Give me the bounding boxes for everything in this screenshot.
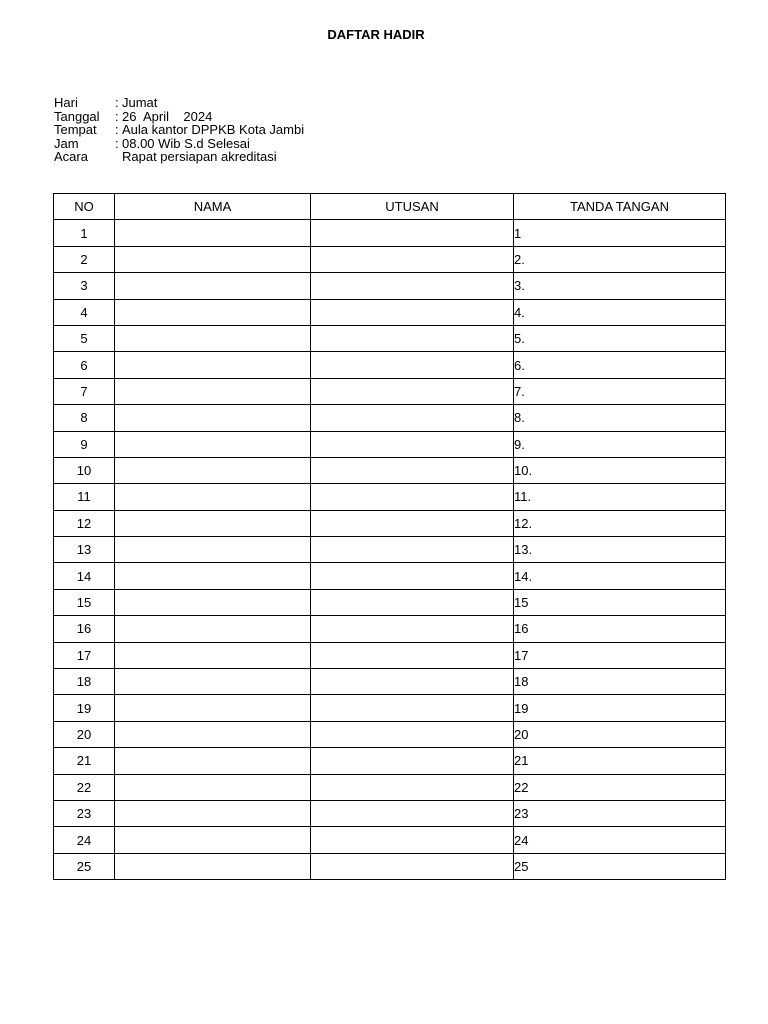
cell-nama[interactable] [115,669,311,695]
table-row [54,642,726,668]
cell-nama[interactable] [115,220,311,246]
table-row [54,563,726,589]
cell-nama[interactable] [115,431,311,457]
table-row [54,299,726,325]
table-row [54,246,726,272]
cell-nama[interactable] [115,299,311,325]
cell-utusan[interactable] [311,352,514,378]
info-separator: : [115,135,119,151]
cell-tanda-tangan[interactable]: 23 [514,800,726,826]
table-row [54,853,726,879]
cell-tanda-tangan[interactable]: 22 [514,774,726,800]
info-separator: : [115,122,119,138]
cell-nama[interactable] [115,695,311,721]
cell-no: 22 [54,774,115,800]
cell-nama[interactable] [115,537,311,563]
cell-no: 6 [54,352,115,378]
cell-tanda-tangan[interactable]: 12. [514,510,726,536]
info-row-hari [54,96,304,110]
cell-utusan[interactable] [311,510,514,536]
cell-utusan[interactable] [311,537,514,563]
info-row-acara [54,150,304,164]
cell-tanda-tangan[interactable]: 20 [514,721,726,747]
cell-utusan[interactable] [311,616,514,642]
info-label: Acara [54,149,88,165]
table-row [54,669,726,695]
cell-tanda-tangan[interactable]: 24 [514,827,726,853]
cell-utusan[interactable] [311,563,514,589]
cell-utusan[interactable] [311,853,514,879]
cell-no: 2 [54,246,115,272]
table-row [54,431,726,457]
info-label: Hari [54,95,78,110]
cell-no: 11 [54,484,115,510]
info-value: 26 April 2024 [122,108,213,124]
info-value: Rapat persiapan akreditasi [122,149,277,165]
cell-tanda-tangan[interactable]: 25 [514,853,726,879]
cell-tanda-tangan[interactable]: 7. [514,378,726,404]
table-row [54,616,726,642]
table-row [54,273,726,299]
table-row [54,748,726,774]
cell-utusan[interactable] [311,774,514,800]
table-row [54,352,726,378]
cell-utusan[interactable] [311,800,514,826]
cell-utusan[interactable] [311,325,514,351]
cell-tanda-tangan[interactable]: 19 [514,695,726,721]
table-row [54,774,726,800]
cell-tanda-tangan[interactable]: 10. [514,457,726,483]
cell-nama[interactable] [115,642,311,668]
info-value: Aula kantor DPPKB Kota Jambi [122,122,305,138]
info-value: Jumat [122,95,158,110]
header-nama: NAMA [115,194,311,220]
info-separator [115,150,122,164]
cell-utusan[interactable] [311,748,514,774]
cell-tanda-tangan[interactable]: 1 [514,220,726,246]
cell-utusan[interactable] [311,457,514,483]
info-separator: : [115,95,119,110]
cell-nama[interactable] [115,510,311,536]
info-label: Tanggal [54,108,100,124]
cell-utusan[interactable] [311,431,514,457]
header-utusan: UTUSAN [311,194,514,220]
cell-nama[interactable] [115,273,311,299]
cell-nama[interactable] [115,484,311,510]
table-row [54,484,726,510]
cell-no: 12 [54,510,115,536]
cell-nama[interactable] [115,827,311,853]
cell-no: 5 [54,325,115,351]
info-row-jam [54,137,304,151]
cell-no: 19 [54,695,115,721]
cell-tanda-tangan[interactable]: 15 [514,589,726,615]
cell-utusan[interactable] [311,589,514,615]
meeting-info [54,96,304,164]
cell-tanda-tangan[interactable]: 17 [514,642,726,668]
table-row [54,405,726,431]
header-tanda-tangan: TANDA TANGAN [514,194,726,220]
cell-nama[interactable] [115,457,311,483]
cell-nama[interactable] [115,405,311,431]
cell-utusan[interactable] [311,273,514,299]
cell-no: 15 [54,589,115,615]
cell-tanda-tangan[interactable]: 8. [514,405,726,431]
cell-utusan[interactable] [311,695,514,721]
cell-tanda-tangan[interactable]: 14. [514,563,726,589]
cell-nama[interactable] [115,589,311,615]
cell-utusan[interactable] [311,484,514,510]
cell-utusan[interactable] [311,642,514,668]
cell-utusan[interactable] [311,669,514,695]
cell-no: 10 [54,457,115,483]
cell-tanda-tangan[interactable]: 18 [514,669,726,695]
cell-tanda-tangan[interactable]: 3. [514,273,726,299]
cell-tanda-tangan[interactable]: 13. [514,537,726,563]
cell-no: 24 [54,827,115,853]
cell-tanda-tangan[interactable]: 5. [514,325,726,351]
cell-nama[interactable] [115,774,311,800]
cell-nama[interactable] [115,616,311,642]
cell-no: 18 [54,669,115,695]
cell-nama[interactable] [115,748,311,774]
cell-no: 14 [54,563,115,589]
table-row [54,457,726,483]
cell-no: 21 [54,748,115,774]
cell-no: 9 [54,431,115,457]
cell-tanda-tangan[interactable]: 9. [514,431,726,457]
cell-utusan[interactable] [311,299,514,325]
cell-no: 17 [54,642,115,668]
cell-utusan[interactable] [311,827,514,853]
cell-tanda-tangan[interactable]: 4. [514,299,726,325]
table-row [54,220,726,246]
cell-nama[interactable] [115,246,311,272]
table-row [54,589,726,615]
table-body [54,220,726,880]
cell-nama[interactable] [115,853,311,879]
header-no: NO [54,194,115,220]
info-value: 08.00 Wib S.d Selesai [122,135,250,151]
info-row-tempat [54,123,304,137]
page-title: DAFTAR HADIR [327,27,425,42]
cell-utusan[interactable] [311,378,514,404]
cell-no: 4 [54,299,115,325]
cell-no: 7 [54,378,115,404]
cell-nama[interactable] [115,721,311,747]
info-row-tanggal [54,110,304,124]
table-row [54,510,726,536]
attendance-table [53,193,726,880]
cell-tanda-tangan[interactable]: 6. [514,352,726,378]
table-row [54,325,726,351]
table-row [54,695,726,721]
cell-tanda-tangan[interactable]: 2. [514,246,726,272]
cell-no: 3 [54,273,115,299]
table-row [54,827,726,853]
cell-no: 8 [54,405,115,431]
table-row [54,800,726,826]
cell-nama[interactable] [115,325,311,351]
info-separator: : [115,108,119,124]
cell-nama[interactable] [115,563,311,589]
cell-no: 1 [54,220,115,246]
table-row [54,537,726,563]
cell-no: 23 [54,800,115,826]
cell-no: 20 [54,721,115,747]
cell-nama[interactable] [115,800,311,826]
table-header-row [54,194,726,220]
cell-tanda-tangan[interactable]: 11. [514,484,726,510]
cell-utusan[interactable] [311,246,514,272]
cell-nama[interactable] [115,352,311,378]
cell-tanda-tangan[interactable]: 16 [514,616,726,642]
cell-no: 13 [54,537,115,563]
cell-no: 25 [54,853,115,879]
cell-no: 16 [54,616,115,642]
cell-utusan[interactable] [311,721,514,747]
info-label: Tempat [54,122,97,138]
table-row [54,721,726,747]
cell-utusan[interactable] [311,220,514,246]
cell-nama[interactable] [115,378,311,404]
info-label: Jam [54,135,79,151]
cell-tanda-tangan[interactable]: 21 [514,748,726,774]
table-row [54,378,726,404]
cell-utusan[interactable] [311,405,514,431]
